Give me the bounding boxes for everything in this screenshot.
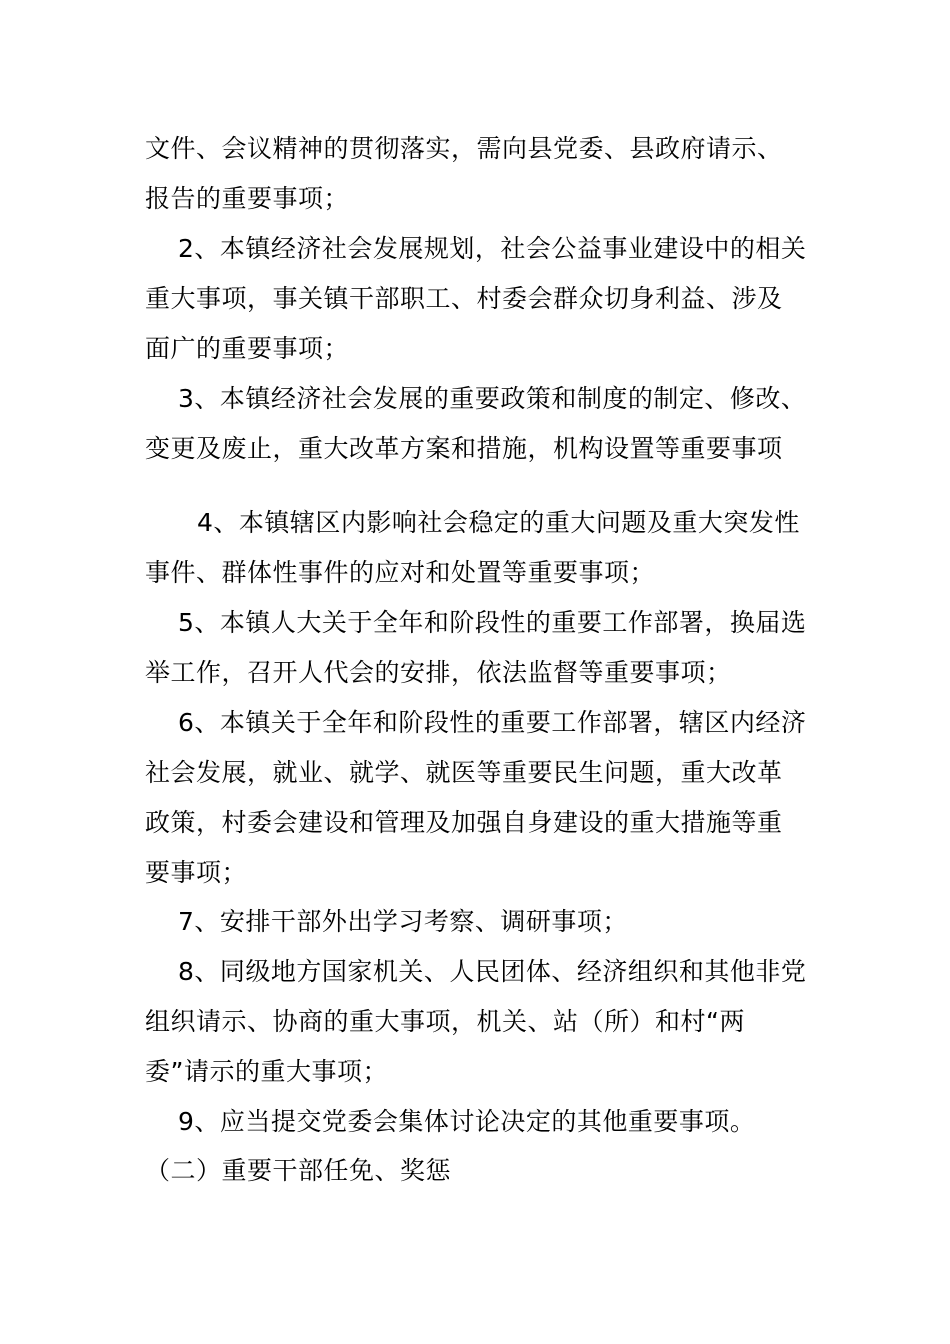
text-line: 报告的重要事项；: [145, 184, 350, 213]
item-4-line: 4、本镇辖区内影响社会稳定的重大问题及重大突发性: [197, 508, 800, 537]
section-heading: （二）重要干部任免、奖惩: [145, 1156, 452, 1185]
item-2-line: 2、本镇经济社会发展规划，社会公益事业建设中的相关: [178, 234, 807, 263]
item-3-line: 3、本镇经济社会发展的重要政策和制度的制定、修改、: [178, 384, 807, 413]
text-line: 委”请示的重大事项；: [145, 1057, 388, 1086]
item-6-line: 6、本镇关于全年和阶段性的重要工作部署，辖区内经济: [178, 708, 807, 737]
text-line: 重大事项，事关镇干部职工、村委会群众切身利益、涉及: [145, 284, 783, 313]
text-line: 举工作，召开人代会的安排，依法监督等重要事项；: [145, 658, 732, 687]
text-line: 组织请示、协商的重大事项，机关、站（所）和村“两: [145, 1007, 745, 1036]
text-line: 变更及废止，重大改革方案和措施，机构设置等重要事项: [145, 434, 783, 463]
item-9-line: 9、应当提交党委会集体讨论决定的其他重要事项。: [178, 1107, 756, 1136]
item-5-line: 5、本镇人大关于全年和阶段性的重要工作部署，换届选: [178, 608, 807, 637]
text-line: 要事项；: [145, 858, 248, 887]
text-line: 文件、会议精神的贯彻落实，需向县党委、县政府请示、: [145, 134, 783, 163]
text-line: 事件、群体性事件的应对和处置等重要事项；: [145, 558, 656, 587]
text-line: 社会发展，就业、就学、就医等重要民生问题，重大改革: [145, 758, 783, 787]
item-7-line: 7、安排干部外出学习考察、调研事项；: [178, 907, 628, 936]
text-line: 面广的重要事项；: [145, 334, 350, 363]
text-line: 政策，村委会建设和管理及加强自身建设的重大措施等重: [145, 808, 783, 837]
item-8-line: 8、同级地方国家机关、人民团体、经济组织和其他非党: [178, 957, 807, 986]
